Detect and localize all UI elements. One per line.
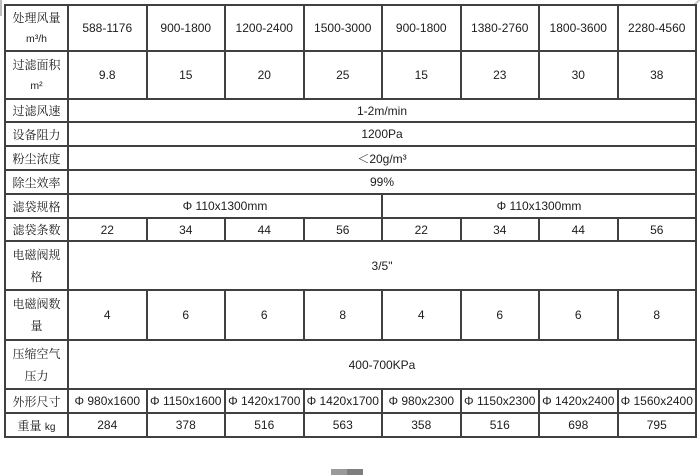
cell-value: 516 — [461, 413, 540, 437]
cell-value-merged: Φ 110x1300mm — [382, 194, 696, 218]
row-label-text: 格 — [30, 269, 43, 284]
cell-value: 6 — [461, 290, 540, 340]
cell-value: 588-1176 — [68, 5, 147, 51]
table-row-equipment-resistance — [5, 122, 696, 146]
row-label-dust-concentration: 粉尘浓度 — [5, 146, 68, 170]
cell-value-merged: 99% — [68, 170, 696, 194]
table-row-dimensions — [5, 389, 696, 413]
row-label-filter-area — [5, 51, 68, 99]
cell-value: 34 — [147, 218, 226, 241]
table-row-filter-bag-count — [5, 218, 696, 241]
row-label-equipment-resistance: 设备阻力 — [5, 122, 68, 146]
scrollbar-thumb-segment — [347, 469, 363, 475]
row-label-filter-velocity: 过滤风速 — [5, 99, 68, 122]
row-label-unit: m² — [30, 80, 43, 92]
cell-value: Φ 980x1600 — [68, 389, 147, 413]
cell-value: 795 — [618, 413, 697, 437]
table-row-filter-velocity — [5, 99, 696, 122]
cell-value: 15 — [382, 51, 461, 99]
row-label-text: 电磁阀规 — [12, 247, 61, 262]
row-label-text: 电磁阀数 — [12, 297, 61, 311]
cell-value: Φ 1560x2400 — [618, 389, 697, 413]
table-row-solenoid-valve-spec — [5, 241, 696, 290]
cell-value: 2280-4560 — [618, 5, 697, 51]
table-row-dust-removal-efficiency — [5, 170, 696, 194]
cell-value: 900-1800 — [382, 5, 461, 51]
cell-value: 56 — [618, 218, 697, 241]
cell-value: 6 — [225, 290, 304, 340]
edge-artifact-top-left — [0, 0, 2, 16]
table-row-filter-bag-spec — [5, 194, 696, 218]
row-label-air-volume — [5, 5, 68, 51]
cell-value: 516 — [225, 413, 304, 437]
cell-value: 15 — [147, 51, 226, 99]
table-row-compressed-air-pressure — [5, 340, 696, 389]
row-label-text: 压力 — [24, 368, 49, 383]
row-label-text: 重量 — [17, 418, 42, 433]
cell-value: 6 — [539, 290, 618, 340]
table-row-solenoid-valve-count — [5, 290, 696, 340]
row-label-text: 处理风量 — [12, 11, 61, 25]
cell-value: Φ 1150x2300 — [461, 389, 540, 413]
cell-value: 358 — [382, 413, 461, 437]
cell-value: 23 — [461, 51, 540, 99]
cell-value-merged: 1200Pa — [68, 122, 696, 146]
table-row-air-volume — [5, 5, 696, 51]
row-label-dimensions: 外形尺寸 — [5, 389, 68, 413]
cell-value-merged: 3/5" — [68, 241, 696, 290]
row-label-solenoid-valve-count — [5, 290, 68, 340]
spec-table — [4, 4, 697, 438]
row-label-text: 过滤面积 — [12, 58, 61, 72]
scrollbar-thumb[interactable] — [331, 469, 363, 475]
cell-value: 34 — [461, 218, 540, 241]
cell-value: 698 — [539, 413, 618, 437]
table-row-weight — [5, 413, 696, 437]
row-label-filter-bag-count: 滤袋条数 — [5, 218, 68, 241]
cell-value: 4 — [382, 290, 461, 340]
row-label-text: 压缩空气 — [12, 346, 61, 361]
cell-value: 25 — [304, 51, 383, 99]
cell-value: 378 — [147, 413, 226, 437]
cell-value: 9.8 — [68, 51, 147, 99]
cell-value: 6 — [147, 290, 226, 340]
cell-value: 44 — [539, 218, 618, 241]
cell-value: 900-1800 — [147, 5, 226, 51]
cell-value: 22 — [68, 218, 147, 241]
cell-value: 44 — [225, 218, 304, 241]
cell-value: Φ 1420x1700 — [304, 389, 383, 413]
table-row-filter-area — [5, 51, 696, 99]
cell-value-merged: 1-2m/min — [68, 99, 696, 122]
row-label-weight — [5, 413, 68, 437]
cell-value: 1800-3600 — [539, 5, 618, 51]
row-label-unit: kg — [44, 421, 56, 433]
cell-value: 56 — [304, 218, 383, 241]
cell-value: 1380-2760 — [461, 5, 540, 51]
cell-value: Φ 1420x2400 — [539, 389, 618, 413]
cell-value: Φ 1150x1600 — [147, 389, 226, 413]
row-label-solenoid-valve-spec — [5, 241, 68, 290]
cell-value: Φ 980x2300 — [382, 389, 461, 413]
table-row-dust-concentration — [5, 146, 696, 170]
cell-value: 4 — [68, 290, 147, 340]
row-label-compressed-air-pressure — [5, 340, 68, 389]
cell-value: 20 — [225, 51, 304, 99]
row-label-filter-bag-spec: 滤袋规格 — [5, 194, 68, 218]
cell-value: 22 — [382, 218, 461, 241]
cell-value-merged: Φ 110x1300mm — [68, 194, 382, 218]
scrollbar-thumb-segment — [331, 469, 347, 475]
cell-value-merged: 400-700KPa — [68, 340, 696, 389]
cell-value: 1200-2400 — [225, 5, 304, 51]
cell-value: 1500-3000 — [304, 5, 383, 51]
cell-value: 8 — [304, 290, 383, 340]
cell-value: 30 — [539, 51, 618, 99]
cell-value: Φ 1420x1700 — [225, 389, 304, 413]
row-label-dust-removal-efficiency: 除尘效率 — [5, 170, 68, 194]
row-label-unit: m³/h — [26, 33, 47, 45]
cell-value: 8 — [618, 290, 697, 340]
cell-value: 563 — [304, 413, 383, 437]
row-label-text: 量 — [30, 319, 43, 333]
cell-value: 284 — [68, 413, 147, 437]
cell-value-merged: ＜20g/m³ — [68, 146, 696, 170]
cell-value: 38 — [618, 51, 697, 99]
